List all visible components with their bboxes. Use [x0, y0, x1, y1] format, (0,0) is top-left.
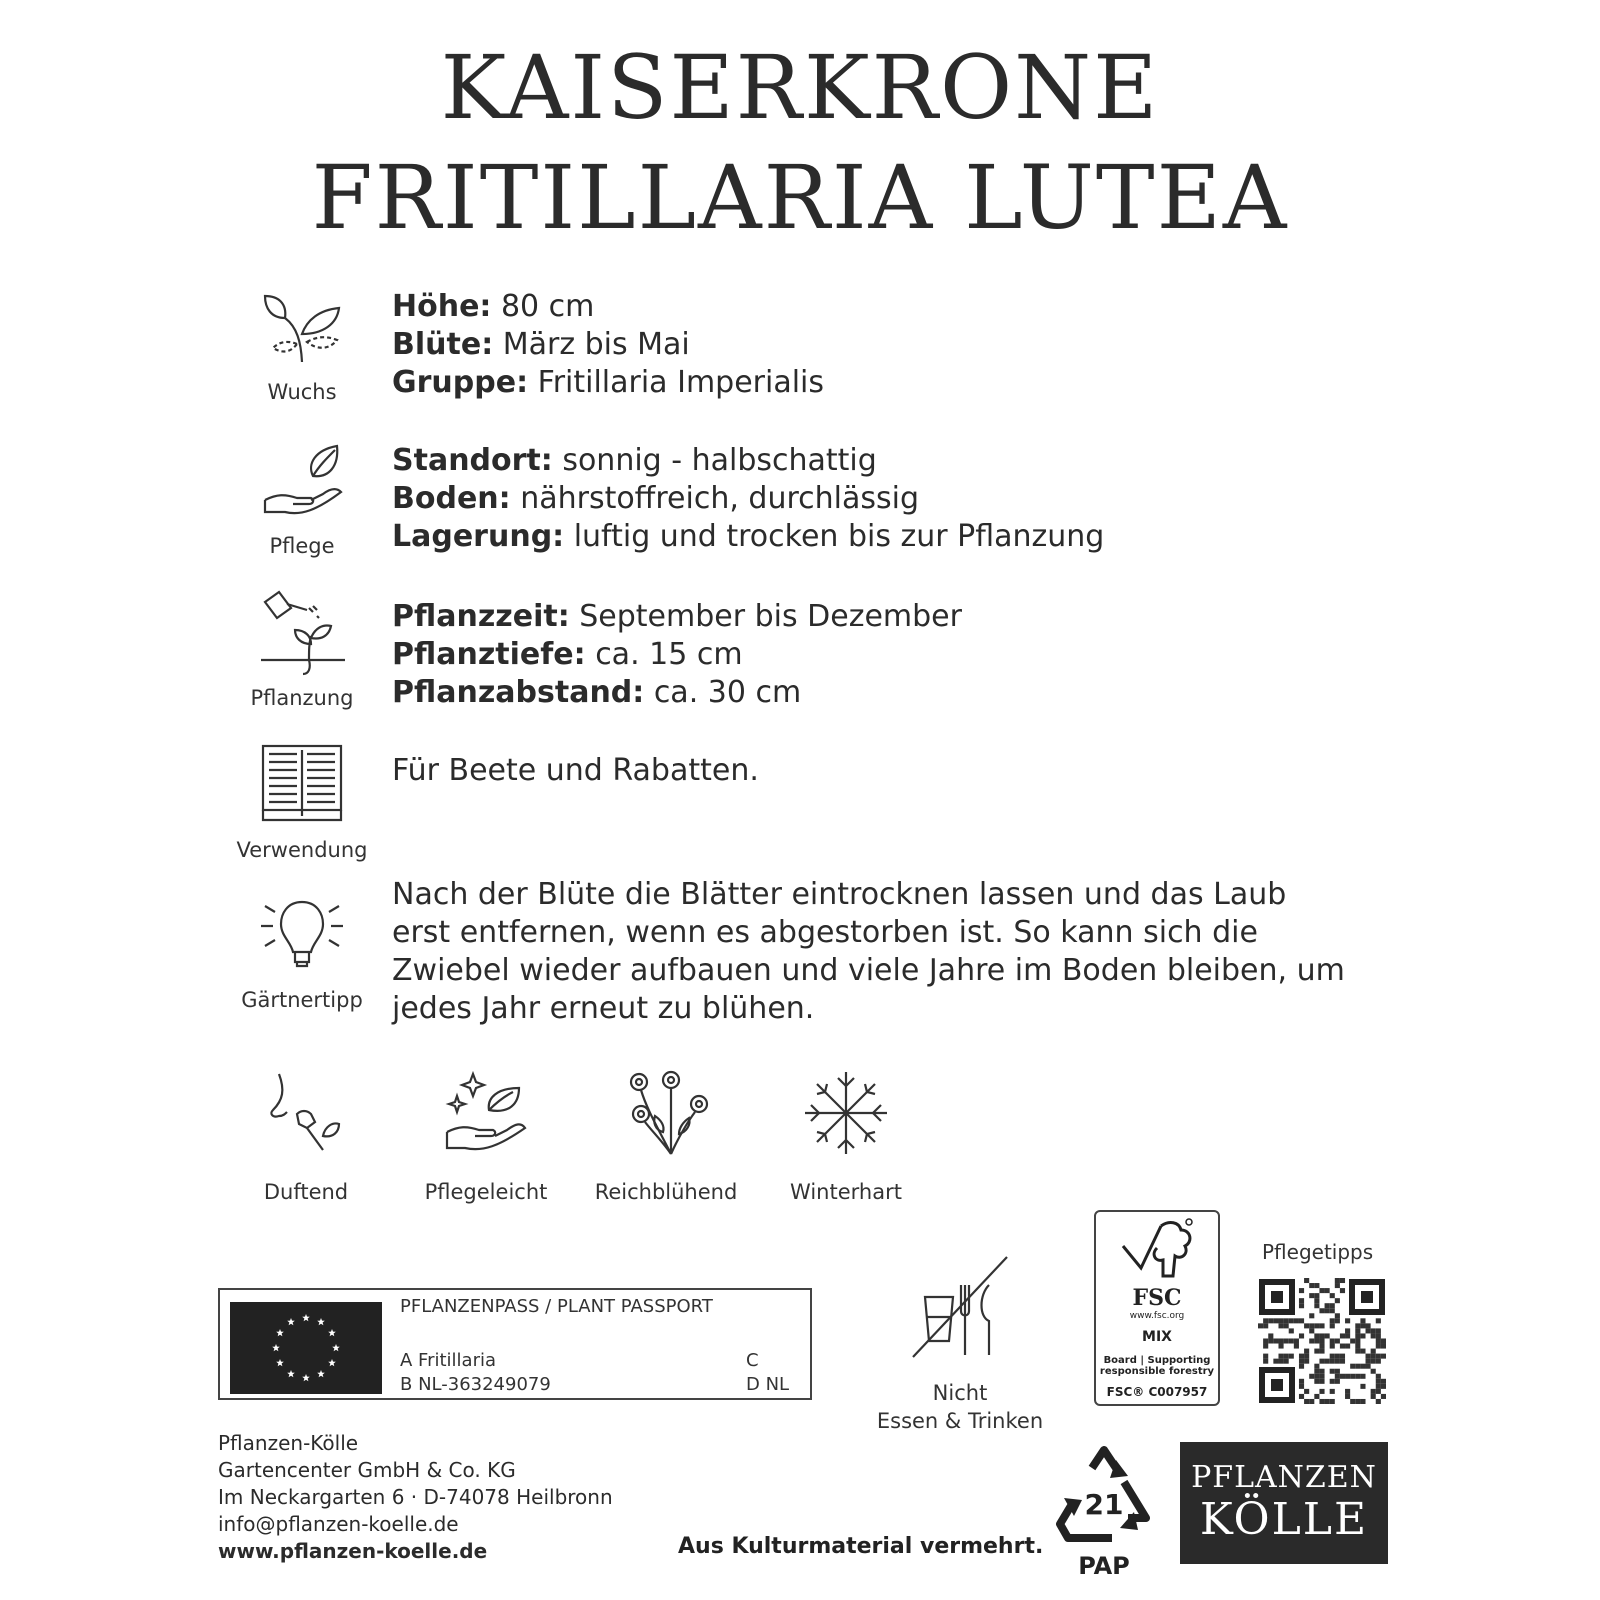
qr-module	[1371, 1333, 1376, 1338]
qr-module	[1309, 1293, 1314, 1298]
qr-module	[1314, 1323, 1319, 1328]
qr-module	[1376, 1344, 1381, 1349]
qr-module	[1330, 1344, 1335, 1349]
feature-pflegeleicht	[396, 1070, 576, 1204]
qr-module	[1319, 1389, 1324, 1394]
qr-module	[1335, 1359, 1340, 1364]
qr-module	[1350, 1364, 1355, 1369]
gaertnertipp-label: Gärtnertipp	[241, 988, 363, 1012]
qr-module	[1335, 1338, 1340, 1343]
qr-module	[1258, 1323, 1263, 1328]
qr-module	[1299, 1288, 1304, 1293]
qr-module	[1278, 1354, 1283, 1359]
qr-module	[1278, 1323, 1283, 1328]
qr-module	[1345, 1328, 1350, 1333]
info-key: Pflanzzeit:	[392, 599, 570, 634]
verwendung-icon-group	[222, 740, 382, 862]
sprout-leaves-icon	[257, 282, 347, 372]
info-key: Standort:	[392, 443, 553, 478]
passport-c: C	[746, 1350, 759, 1371]
qr-module	[1314, 1293, 1319, 1298]
fsc-label	[1094, 1210, 1220, 1406]
qr-module	[1319, 1333, 1324, 1338]
qr-module	[1355, 1364, 1360, 1369]
qr-module	[1381, 1394, 1386, 1399]
qr-module	[1355, 1323, 1360, 1328]
qr-module	[1371, 1349, 1376, 1354]
qr-module	[1294, 1338, 1299, 1343]
brand-line-1: PFLANZEN	[1191, 1460, 1377, 1495]
qr-module	[1268, 1333, 1273, 1338]
qr-module	[1381, 1344, 1386, 1349]
info-value: September bis Dezember	[569, 599, 962, 634]
qr-module	[1340, 1278, 1345, 1283]
qr-module	[1340, 1354, 1345, 1359]
eu-star	[287, 1370, 295, 1377]
qr-module	[1340, 1344, 1345, 1349]
feature-label: Pflegeleicht	[424, 1180, 548, 1204]
lightbulb-icon	[257, 890, 347, 980]
qr-module	[1319, 1338, 1324, 1343]
hand-sparkle-leaf-icon	[443, 1070, 529, 1156]
qr-module	[1355, 1338, 1360, 1343]
qr-module	[1345, 1394, 1350, 1399]
qr-module	[1314, 1283, 1319, 1288]
qr-module	[1376, 1379, 1381, 1384]
qr-module	[1381, 1338, 1386, 1343]
info-value: sonnig - halbschattig	[552, 443, 877, 478]
qr-module	[1263, 1359, 1268, 1364]
qr-module	[1381, 1379, 1386, 1384]
info-value: luftig und trocken bis zur Pflanzung	[564, 519, 1105, 554]
feature-label: Duftend	[263, 1180, 349, 1204]
no-eat-drink-warning	[860, 1245, 1060, 1435]
qr-module	[1304, 1278, 1309, 1283]
info-row	[392, 326, 824, 364]
qr-module	[1289, 1338, 1294, 1343]
qr-module	[1309, 1313, 1314, 1318]
qr-module	[1268, 1318, 1273, 1323]
qr-module	[1340, 1333, 1345, 1338]
qr-module	[1319, 1308, 1324, 1313]
page-title-line-1: KAISERKRONE	[440, 36, 1160, 139]
qr-module	[1314, 1364, 1319, 1369]
address-company: Pflanzen-Kölle	[218, 1431, 359, 1455]
qr-module	[1299, 1364, 1304, 1369]
qr-module	[1345, 1389, 1350, 1394]
address-website[interactable]: www.pflanzen-koelle.de	[218, 1539, 488, 1563]
qr-module	[1350, 1338, 1355, 1343]
qr-module	[1268, 1338, 1273, 1343]
feature-reichbluehend	[576, 1070, 756, 1204]
qr-module	[1330, 1318, 1335, 1323]
qr-module	[1319, 1379, 1324, 1384]
no-eat-line-1: Nicht	[932, 1381, 988, 1405]
qr-module	[1371, 1394, 1376, 1399]
qr-module	[1284, 1354, 1289, 1359]
info-row	[392, 288, 824, 326]
qr-module	[1360, 1349, 1365, 1354]
qr-module	[1366, 1328, 1371, 1333]
qr-module	[1340, 1288, 1345, 1293]
qr-module	[1340, 1374, 1345, 1379]
info-value: 80 cm	[491, 289, 595, 324]
qr-module	[1350, 1374, 1355, 1379]
info-row	[392, 364, 824, 402]
qr-module	[1376, 1354, 1381, 1359]
recycling-icon	[1054, 1446, 1154, 1582]
eu-star	[328, 1329, 336, 1336]
gaertnertipp-icon-group	[222, 890, 382, 1012]
info-key: Lagerung:	[392, 519, 565, 554]
qr-module	[1366, 1354, 1371, 1359]
qr-module	[1309, 1328, 1314, 1333]
info-row	[392, 518, 1104, 556]
qr-module	[1294, 1318, 1299, 1323]
qr-module	[1330, 1354, 1335, 1359]
qr-module	[1355, 1333, 1360, 1338]
wuchs-icon-group	[222, 282, 382, 404]
passport-b: B NL-363249079	[400, 1374, 551, 1395]
qr-code[interactable]	[1258, 1278, 1386, 1404]
nose-flower-icon	[263, 1070, 349, 1156]
address-street: Im Neckargarten 6 · D-74078 Heilbronn	[218, 1485, 613, 1509]
qr-module	[1355, 1349, 1360, 1354]
verwendung-text: Für Beete und Rabatten.	[392, 753, 759, 788]
qr-module	[1335, 1283, 1340, 1288]
open-book-icon	[257, 740, 347, 830]
flower-bouquet-icon	[623, 1070, 709, 1156]
eu-star	[276, 1359, 284, 1366]
recycle-number: 21	[1084, 1488, 1124, 1521]
qr-module	[1360, 1399, 1365, 1404]
qr-module	[1366, 1323, 1371, 1328]
qr-module	[1335, 1313, 1340, 1318]
qr-module	[1371, 1328, 1376, 1333]
pflege-label: Pflege	[269, 534, 335, 558]
fsc-code: FSC® C007957	[1106, 1385, 1208, 1399]
qr-module	[1319, 1323, 1324, 1328]
hand-leaf-icon	[257, 436, 347, 526]
eu-star	[272, 1344, 280, 1351]
info-key: Boden:	[392, 481, 511, 516]
qr-module	[1330, 1359, 1335, 1364]
eu-star	[328, 1359, 336, 1366]
qr-module	[1284, 1323, 1289, 1328]
eu-star	[317, 1318, 325, 1325]
qr-module	[1304, 1389, 1309, 1394]
gaertnertipp-text: Nach der Blüte die Blätter eintrocknen lassen und das Laub erst entfernen, wenn es abgestorben ist. So kann sich die Zwiebel wieder aufbauen und viele Jahre im Boden bleiben, um jedes Jahr erneut zu blühen.	[392, 877, 1345, 1026]
qr-module	[1263, 1344, 1268, 1349]
qr-module	[1371, 1354, 1376, 1359]
qr-module	[1330, 1303, 1335, 1308]
brand-line-2: KÖLLE	[1199, 1494, 1369, 1545]
qr-module	[1335, 1354, 1340, 1359]
watering-can-seedling-icon	[257, 588, 347, 678]
qr-module	[1330, 1338, 1335, 1343]
qr-module	[1314, 1369, 1319, 1374]
qr-module	[1330, 1389, 1335, 1394]
qr-module	[1330, 1369, 1335, 1374]
fsc-brand: FSC	[1132, 1285, 1182, 1311]
pflanzung-info	[392, 598, 962, 712]
qr-module	[1340, 1359, 1345, 1364]
passport-title: PFLANZENPASS / PLANT PASSPORT	[400, 1296, 713, 1317]
info-row	[392, 598, 962, 636]
qr-module	[1360, 1333, 1365, 1338]
qr-module	[1319, 1288, 1324, 1293]
qr-module	[1284, 1359, 1289, 1364]
info-row	[392, 442, 1104, 480]
verwendung-label: Verwendung	[236, 838, 368, 862]
qr-module	[1273, 1359, 1278, 1364]
qr-module	[1309, 1323, 1314, 1328]
qr-module	[1345, 1374, 1350, 1379]
qr-module	[1335, 1369, 1340, 1374]
qr-module	[1278, 1359, 1283, 1364]
qr-module	[1335, 1278, 1340, 1283]
recycle-code: PAP	[1078, 1552, 1130, 1580]
culture-note: Aus Kulturmaterial vermehrt.	[678, 1534, 1044, 1559]
info-key: Pflanztiefe:	[392, 637, 586, 672]
qr-module	[1299, 1379, 1304, 1384]
qr-module	[1304, 1359, 1309, 1364]
info-value: Fritillaria Imperialis	[528, 365, 825, 400]
qr-module	[1330, 1308, 1335, 1313]
qr-module	[1355, 1328, 1360, 1333]
qr-module	[1299, 1354, 1304, 1359]
qr-module	[1319, 1369, 1324, 1374]
qr-module	[1304, 1323, 1309, 1328]
passport-a: A Fritillaria	[400, 1350, 497, 1371]
info-row	[392, 674, 962, 712]
qr-module	[1371, 1369, 1376, 1374]
info-value: nährstoffreich, durchlässig	[510, 481, 919, 516]
qr-module	[1325, 1308, 1330, 1313]
qr-module	[1263, 1318, 1268, 1323]
qr-module	[1314, 1379, 1319, 1384]
qr-module	[1376, 1359, 1381, 1364]
qr-module	[1360, 1384, 1365, 1389]
qr-module	[1355, 1399, 1360, 1404]
qr-module	[1314, 1298, 1319, 1303]
qr-module	[1304, 1399, 1309, 1404]
qr-module	[1314, 1303, 1319, 1308]
qr-module	[1355, 1374, 1360, 1379]
qr-module	[1314, 1338, 1319, 1343]
qr-module	[1345, 1333, 1350, 1338]
wuchs-label: Wuchs	[267, 380, 337, 404]
fsc-desc-2: responsible forestry	[1099, 1366, 1215, 1377]
qr-module	[1376, 1328, 1381, 1333]
info-value: ca. 30 cm	[644, 675, 802, 710]
info-row	[392, 480, 1104, 518]
qr-module	[1278, 1344, 1283, 1349]
info-key: Pflanzabstand:	[392, 675, 645, 710]
info-key: Gruppe:	[392, 365, 529, 400]
verwendung-info	[392, 752, 759, 790]
qr-module	[1366, 1364, 1371, 1369]
qr-module	[1289, 1328, 1294, 1333]
qr-module	[1376, 1318, 1381, 1323]
qr-module	[1284, 1318, 1289, 1323]
fsc-desc-1: Board | Supporting	[1103, 1355, 1211, 1366]
qr-module	[1325, 1333, 1330, 1338]
qr-module	[1299, 1394, 1304, 1399]
qr-module	[1376, 1399, 1381, 1404]
fsc-url: www.fsc.org	[1129, 1311, 1185, 1321]
qr-module	[1319, 1399, 1324, 1404]
qr-module	[1299, 1333, 1304, 1338]
wuchs-info	[392, 288, 824, 402]
info-row	[392, 636, 962, 674]
info-value: März bis Mai	[493, 327, 690, 362]
qr-module	[1376, 1338, 1381, 1343]
eu-star	[302, 1314, 310, 1321]
qr-module	[1360, 1374, 1365, 1379]
qr-module	[1263, 1323, 1268, 1328]
qr-module	[1309, 1399, 1314, 1404]
qr-module	[1335, 1379, 1340, 1384]
qr-module	[1289, 1354, 1294, 1359]
qr-module	[1319, 1349, 1324, 1354]
qr-module	[1319, 1344, 1324, 1349]
fsc-tree-check-icon	[1117, 1216, 1197, 1282]
qr-module	[1273, 1338, 1278, 1343]
qr-module	[1376, 1333, 1381, 1338]
qr-module	[1325, 1303, 1330, 1308]
qr-module	[1371, 1389, 1376, 1394]
eu-star	[332, 1344, 340, 1351]
no-eat-drink-icon	[905, 1245, 1015, 1375]
qr-module	[1294, 1344, 1299, 1349]
qr-module	[1366, 1359, 1371, 1364]
no-eat-line-2: Essen & Trinken	[876, 1409, 1044, 1433]
eu-star	[317, 1370, 325, 1377]
qr-module	[1360, 1318, 1365, 1323]
qr-module	[1273, 1318, 1278, 1323]
feature-winterhart	[756, 1070, 936, 1204]
brand-logo	[1180, 1442, 1388, 1564]
qr-module	[1325, 1359, 1330, 1364]
qr-label: Pflegetipps	[1262, 1240, 1374, 1264]
pflege-icon-group	[222, 436, 382, 558]
info-key: Höhe:	[392, 289, 492, 324]
qr-module	[1304, 1349, 1309, 1354]
qr-module	[1335, 1298, 1340, 1303]
address-legal: Gartencenter GmbH & Co. KG	[218, 1458, 516, 1482]
qr-module	[1309, 1283, 1314, 1288]
qr-module	[1381, 1354, 1386, 1359]
qr-module	[1330, 1399, 1335, 1404]
qr-module	[1314, 1349, 1319, 1354]
pflanzung-icon-group	[222, 588, 382, 710]
feature-duftend	[216, 1070, 396, 1204]
eu-star	[302, 1374, 310, 1381]
eu-flag-icon	[230, 1302, 382, 1394]
feature-label: Reichblühend	[594, 1180, 738, 1204]
qr-module	[1376, 1374, 1381, 1379]
fsc-mix: MIX	[1142, 1329, 1172, 1345]
qr-module	[1284, 1338, 1289, 1343]
qr-module	[1330, 1323, 1335, 1328]
qr-module	[1299, 1303, 1304, 1308]
page-title-line-2: FRITILLARIA LUTEA	[311, 146, 1289, 249]
qr-module	[1371, 1359, 1376, 1364]
qr-module	[1263, 1354, 1268, 1359]
eu-star	[276, 1329, 284, 1336]
pflege-info	[392, 442, 1104, 556]
qr-module	[1278, 1338, 1283, 1343]
feature-label: Winterhart	[790, 1180, 902, 1204]
qr-module	[1263, 1338, 1268, 1343]
company-address	[218, 1430, 613, 1565]
qr-module	[1319, 1374, 1324, 1379]
qr-module	[1319, 1359, 1324, 1364]
qr-module	[1278, 1318, 1283, 1323]
qr-module	[1309, 1374, 1314, 1379]
snowflake-icon	[803, 1070, 889, 1156]
qr-module	[1355, 1344, 1360, 1349]
qr-module	[1299, 1359, 1304, 1364]
plant-passport	[218, 1288, 812, 1400]
qr-module	[1299, 1384, 1304, 1389]
info-key: Blüte:	[392, 327, 494, 362]
passport-d: D NL	[746, 1374, 790, 1395]
qr-module	[1325, 1399, 1330, 1404]
qr-module	[1345, 1318, 1350, 1323]
qr-module	[1350, 1399, 1355, 1404]
qr-module	[1335, 1318, 1340, 1323]
qr-module	[1330, 1379, 1335, 1384]
address-email[interactable]: info@pflanzen-koelle.de	[218, 1512, 459, 1536]
pflanzung-label: Pflanzung	[250, 686, 354, 710]
qr-module	[1299, 1318, 1304, 1323]
qr-module	[1345, 1344, 1350, 1349]
qr-module	[1376, 1384, 1381, 1389]
info-value: ca. 15 cm	[585, 637, 743, 672]
qr-module	[1304, 1354, 1309, 1359]
qr-module	[1314, 1333, 1319, 1338]
qr-module	[1314, 1394, 1319, 1399]
eu-stars-icon	[230, 1302, 382, 1394]
qr-module	[1330, 1293, 1335, 1298]
qr-module	[1289, 1318, 1294, 1323]
qr-module	[1309, 1338, 1314, 1343]
qr-module	[1360, 1323, 1365, 1328]
qr-module	[1381, 1384, 1386, 1389]
qr-module	[1335, 1374, 1340, 1379]
qr-module	[1325, 1288, 1330, 1293]
qr-module	[1360, 1364, 1365, 1369]
qr-module	[1299, 1298, 1304, 1303]
eu-star	[287, 1318, 295, 1325]
qr-module	[1376, 1389, 1381, 1394]
qr-module	[1314, 1374, 1319, 1379]
